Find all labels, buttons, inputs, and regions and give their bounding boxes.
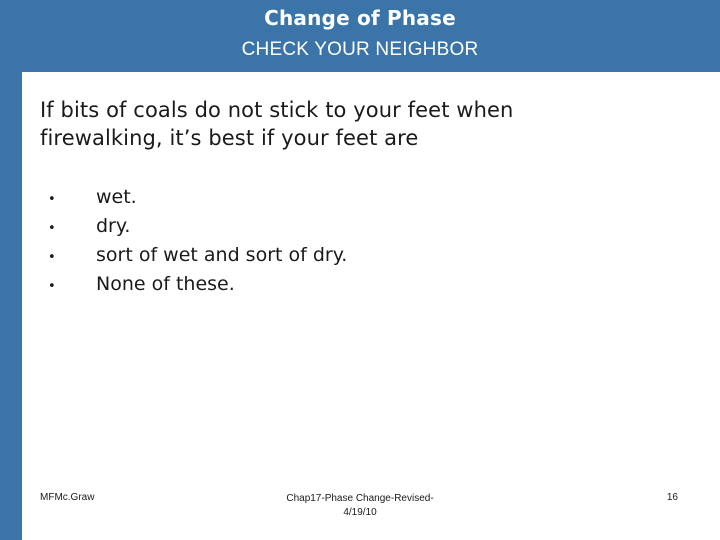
- choice-label: dry.: [96, 214, 131, 237]
- footer-chapter-label: [180, 492, 540, 519]
- choice-label: sort of wet and sort of dry.: [96, 243, 348, 266]
- page-subtitle: CHECK YOUR NEIGHBOR: [241, 39, 479, 60]
- bullet-icon: •: [48, 249, 56, 265]
- question-text: If bits of coals do not stick to your feet when firewalking, it’s best if your feet are: [40, 98, 514, 151]
- choice-label: None of these.: [96, 272, 235, 295]
- left-accent-rail: [0, 72, 22, 540]
- footer-chapter-line2: 4/19/10: [343, 506, 377, 518]
- list-item[interactable]: [40, 241, 680, 270]
- footer-source-label: MFMc.Graw: [40, 492, 95, 503]
- page-number: 16: [666, 492, 678, 503]
- slide-content: [40, 96, 680, 299]
- bullet-icon: •: [48, 220, 56, 236]
- list-item[interactable]: [40, 183, 680, 212]
- page-title: Change of Phase: [264, 6, 456, 30]
- choice-label: wet.: [96, 185, 137, 208]
- slide-footer: [0, 492, 720, 532]
- footer-chapter-line1: Chap17-Phase Change-Revised-: [286, 493, 434, 504]
- list-item[interactable]: [40, 270, 680, 299]
- bullet-icon: •: [48, 191, 56, 207]
- list-item[interactable]: [40, 212, 680, 241]
- bullet-icon: •: [48, 278, 56, 294]
- choice-list: [40, 183, 680, 299]
